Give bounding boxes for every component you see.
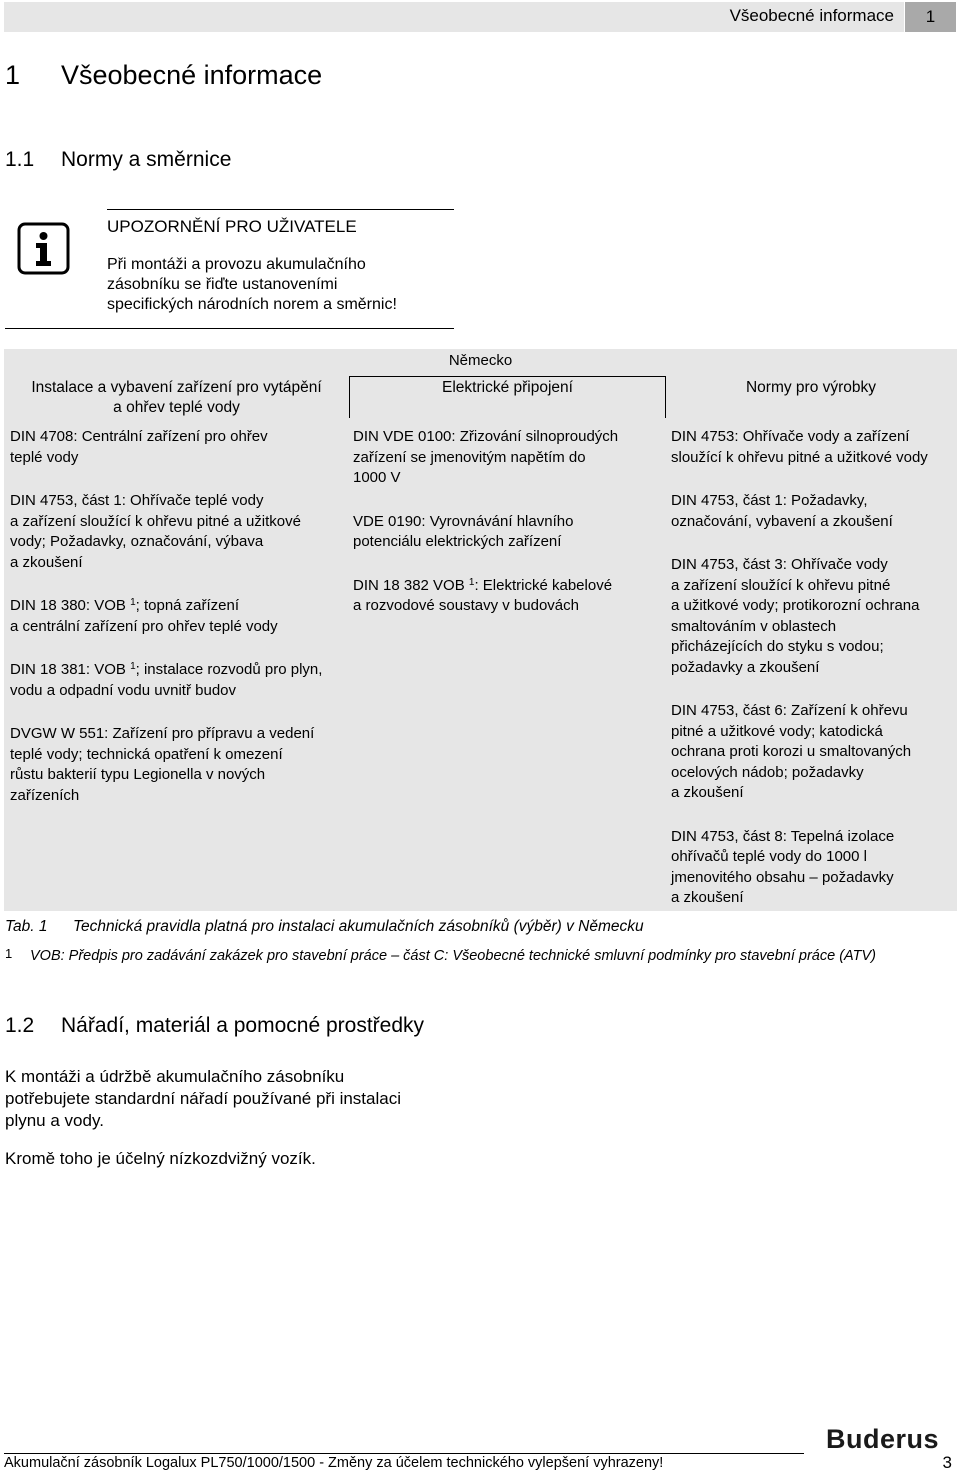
table-col3-header: Normy pro výrobky (745, 379, 877, 396)
table-col2-header: Elektrické připojení (442, 379, 573, 396)
notice-line: zásobníku se řiďte ustanoveními (107, 276, 338, 293)
table-cell: VDE 0190: Vyrovnávání hlavního potenciálu elektrických zařízení (353, 512, 574, 550)
header-title: Všeobecné informace (729, 6, 894, 25)
table-country-header: Německo (448, 352, 513, 369)
table-cell: DIN 4753, část 1: Požadavky, označování, vybavení a zkoušení (671, 492, 893, 530)
footnote-number: 1 (5, 946, 13, 961)
section-1-2-heading (5, 1014, 424, 1038)
table-col1-body (10, 427, 348, 829)
section-title: Všeobecné informace (61, 60, 323, 90)
table-cell: DIN 18 382 VOB $^1$: Elektrické kabelové a rozvodové soustavy v budovách (353, 576, 613, 614)
section-title: Nářadí, materiál a pomocné prostředky (61, 1014, 424, 1037)
notice-body (107, 255, 447, 315)
table-cell: DIN 4708: Centrální zařízení pro ohřev teplé vody (10, 428, 268, 466)
table-cell: DIN 4753: Ohřívače vody a zařízení sloužící k ohřevu pitné a užitkové vody (671, 428, 928, 466)
table-cell: DIN 18 380: VOB $^1$; topná zařízení a centrální zařízení pro ohřev teplé vody (10, 597, 278, 635)
table-caption-text: Technická pravidla platná pro instalaci akumulačních zásobníků (výběr) v Německu (73, 918, 644, 935)
table-cell: DIN 4753, část 6: Zařízení k ohřevu pitné a užitkové vody; katodická ochrana proti korozi u smaltovaných ocelových nádob; požadavky a zkoušení (671, 702, 912, 801)
notice-top-rule (107, 209, 454, 210)
footnote-ref: 1 (468, 576, 475, 588)
table-cell: DIN 4753, část 1: Ohřívače teplé vody a zařízení sloužící k ohřevu pitné a užitkové vody; Požadavky, označování, výbava a zkoušení (10, 492, 301, 571)
table-cell: DIN 4753, část 8: Tepelná izolace ohřívačů teplé vody do 1000 l jmenovitého obsahu – požadavky a zkoušení (671, 827, 895, 906)
brand-logo: Buderus (826, 1424, 940, 1454)
notice-title: UPOZORNĚNÍ PRO UŽIVATELE (107, 217, 357, 236)
section-title: Normy a směrnice (61, 148, 232, 171)
footnote-ref: 1 (130, 661, 136, 672)
table-col1-header: Instalace a vybavení zařízení pro vytápění a ohřev teplé vody (31, 379, 322, 416)
footer-text: Akumulační zásobník Logalux PL750/1000/1500 - Změny za účelem technického vylepšení vyhrazeny! (4, 1455, 664, 1471)
info-icon (17, 222, 70, 275)
notice-line: specifických národních norem a směrnic! (107, 296, 397, 313)
table-cell: DVGW W 551: Zařízení pro přípravu a vedení teplé vody; technická opatření k omezení růstu bakterií typu Legionella v nových zařízeních (10, 725, 315, 804)
notice-bottom-rule (5, 328, 454, 329)
footnote-ref: 1 (130, 597, 136, 608)
footer-rule (4, 1453, 804, 1454)
table-cell: DIN 4753, část 3: Ohřívače vody a zařízení sloužící k ohřevu pitné a užitkové vody; protikorozní ochrana smaltováním v oblastech přicházejících do styku s vodou; požadavky a zkoušení (671, 556, 920, 676)
paragraph: K montáži a údržbě akumulačního zásobníku potřebujete standardní nářadí používané při instalaci plynu a vody. (5, 1067, 401, 1130)
table-header-rule (350, 376, 665, 377)
paragraph: Kromě toho je účelný nízkozdvižný vozík. (5, 1149, 316, 1168)
section-1-heading (5, 60, 322, 91)
page-number: 3 (942, 1453, 952, 1472)
section-1-1-heading (5, 148, 231, 172)
table-cell: DIN VDE 0100: Zřizování silnoproudých zařízení se jmenovitým napětím do 1000 V (353, 428, 619, 486)
notice-line: Při montáži a provozu akumulačního (107, 256, 366, 273)
table-col3-body (671, 427, 956, 932)
table-col2-body (353, 427, 663, 640)
section-number: 1.2 (5, 1014, 35, 1037)
section-number: 1 (5, 60, 21, 90)
header-chapter-number: 1 (905, 2, 956, 32)
table-cell: DIN 18 381: VOB $^1$; instalace rozvodů pro plyn, vodu a odpadní vodu uvnitř budov (10, 661, 323, 699)
footnote-text: VOB: Předpis pro zadávání zakázek pro stavební práce – část C: Všeobecné technické smluvní podmínky pro stavební práce (ATV) (30, 948, 876, 964)
table-caption-label: Tab. 1 (5, 918, 48, 935)
section-number: 1.1 (5, 148, 35, 171)
